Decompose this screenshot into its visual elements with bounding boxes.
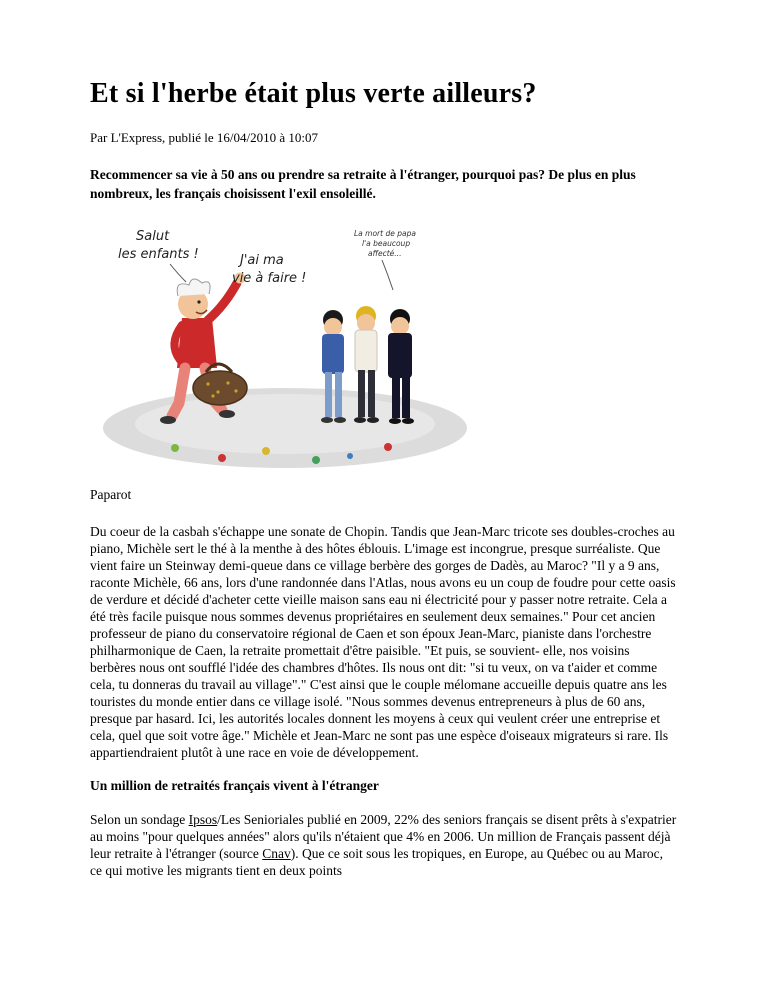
article-paragraph-2	[90, 811, 678, 879]
ipsos-link[interactable]: Ipsos	[188, 811, 218, 827]
article-paragraph-1: Du coeur de la casbah s'échappe une sonate de Chopin. Tandis que Jean-Marc tricote ses doubles-croches au piano, Michèle sert le thé à la menthe à des hôtes éblouis. L'image est incongrue, presque surréaliste. Que vient faire un Steinway demi-queue dans ce village berbère des gorges de Dadès, au Maroc? "Il y a 9 ans, raconte Michèle, 66 ans, lors d'une randonnée dans l'Atlas, nous avons eu un coup de foudre pour cette oasis de verdure et décidé d'acheter cette vieille maison sans eau ni électricité pour y passer notre retraite. Cela a été très facile puisque nous sommes devenus propriétaires en seulement deux semaines." Pour cet ancien professeur de piano du conservatoire régional de Caen et son époux Jean-Marc, pianiste dans l'orchestre philharmonique de Caen, la retraite promettait d'être paisible. "Et puis, se souvient- elle, nos voisins berbères nous ont soufflé l'idée des chambres d'hôtes. Ils nous ont dit: "si tu veux, on va t'aider et comme cela, tu donneras du travail au village"." C'est ainsi que le couple mélomane accueille depuis quatre ans les touristes du monde entier dans ce village isolé. "Nous sommes devenus entrepreneurs à plus de 60 ans, presque par hasard. Ici, les autorités locales donnent les moyens à ceux qui veulent créer une entreprise et cela, quel que soit votre âge." Michèle et Jean-Marc ne sont pas une espèce d'oiseaux migrateurs si rare. Ils appartiendraient plutôt à une race en voie de développement.	[90, 523, 676, 760]
article-title: Et si l'herbe était plus verte ailleurs?	[90, 78, 537, 109]
speech-text: affecté...	[368, 248, 402, 258]
paragraph-2-text: /Les Senioriales publié en 2009, 22% des seniors français se disent prêts à s'expatrier au moins "pour quelques années" alors qu'ils n'étaient que 4% en 2006. Un million de Français passent déjà leur retraite à l'étranger (source	[90, 811, 677, 861]
speech-bubble-vie	[232, 253, 306, 286]
ground-ellipse	[103, 388, 467, 468]
speech-bubble-papa	[354, 229, 416, 290]
speech-bubble-salut	[118, 229, 199, 282]
paragraph-2-text: ). Que ce soit sous les tropiques, en Europe, au Québec ou au Maroc, ce qui motive les migrants tient en deux points	[90, 845, 663, 878]
illustration-caption: Paparot	[90, 486, 132, 502]
speech-text: Salut	[136, 228, 170, 244]
cartoon-illustration	[90, 220, 475, 475]
article-byline: Par L'Express, publié le 16/04/2010 à 10:07	[90, 130, 319, 145]
article-subheading: Un million de retraités français vivent à l'étranger	[90, 777, 379, 793]
article-lead: Recommencer sa vie à 50 ans ou prendre sa retraite à l'étranger, pourquoi pas? De plus en plus nombreux, les français choisissent l'exil ensoleillé.	[90, 167, 636, 201]
speech-text: les enfants !	[118, 246, 199, 262]
speech-text: J'ai ma	[240, 252, 284, 268]
cnav-link[interactable]: Cnav	[262, 845, 291, 861]
speech-text: vie à faire !	[232, 270, 307, 286]
speech-text: La mort de papa	[354, 228, 416, 238]
paragraph-2-text: Selon un sondage	[90, 811, 189, 827]
speech-text: l'a beaucoup	[362, 238, 411, 248]
article-illustration	[90, 220, 475, 475]
